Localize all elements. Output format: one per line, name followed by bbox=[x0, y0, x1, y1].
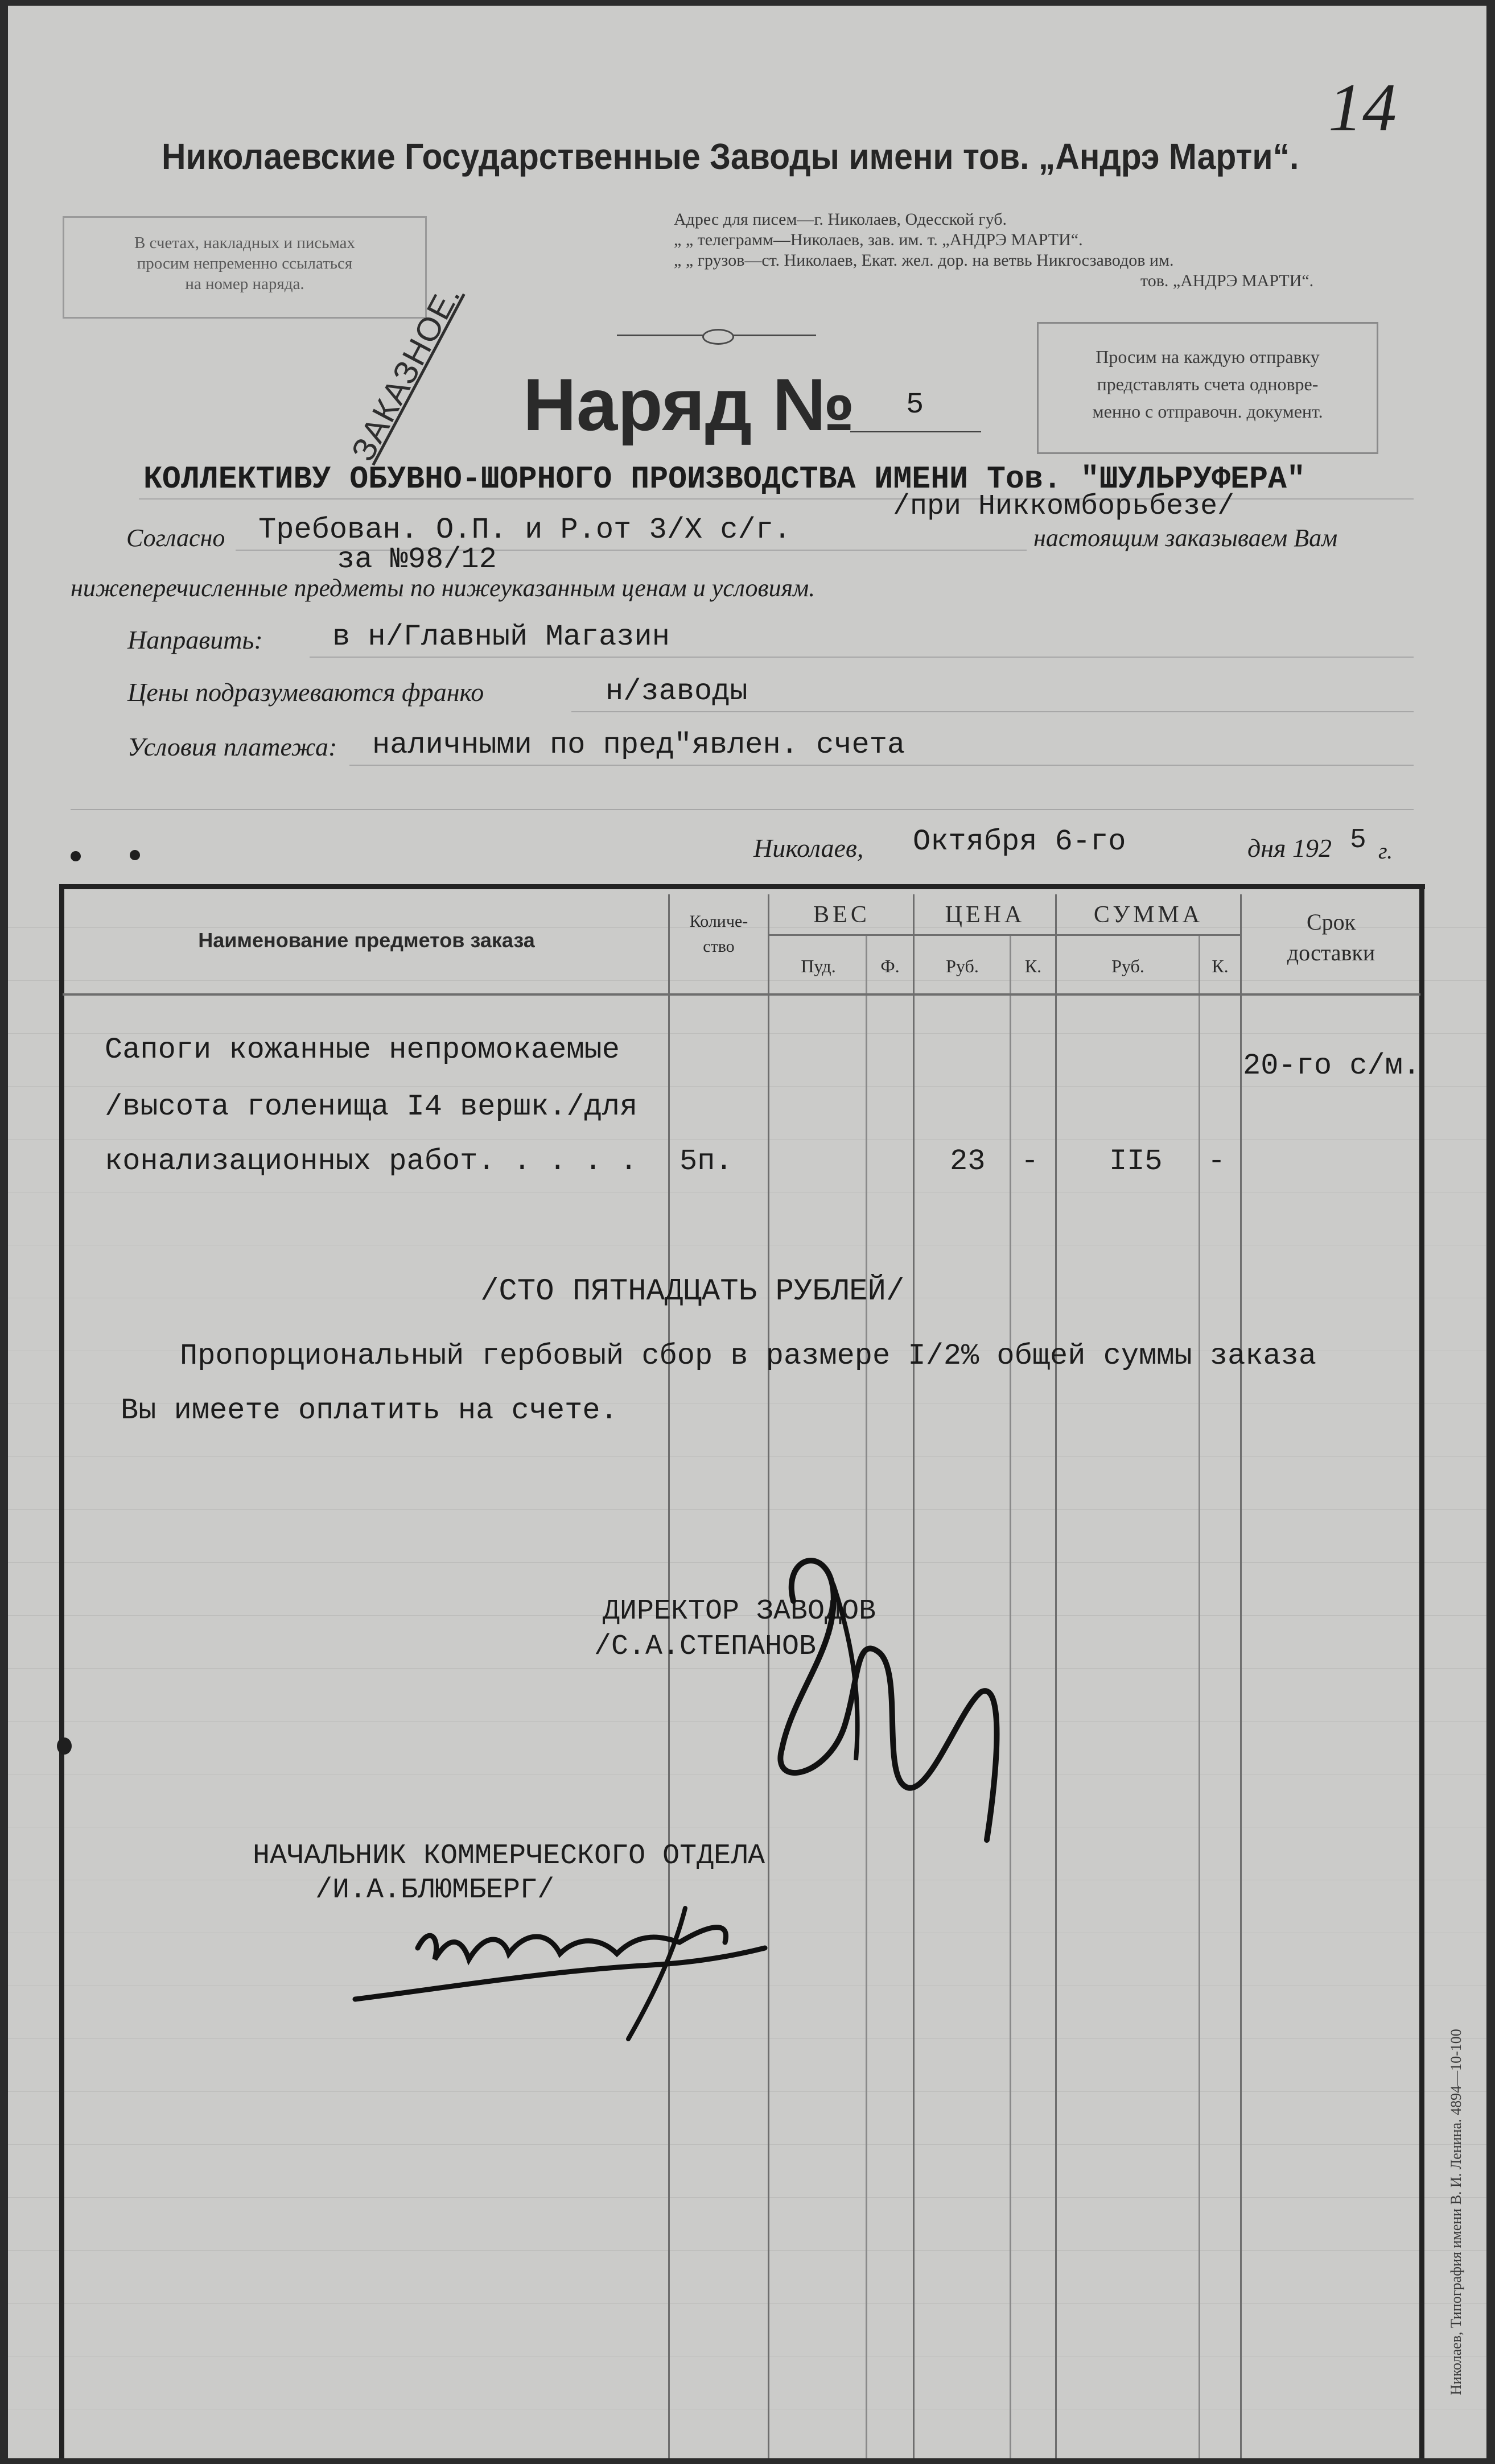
header-delivery bbox=[1243, 907, 1419, 968]
header-weight: ВЕС bbox=[813, 902, 870, 928]
col-sep bbox=[1240, 894, 1242, 2458]
director-name: /С.А.СТЕПАНОВ/ bbox=[594, 1631, 834, 1663]
napravit-value: в н/Главный Магазин bbox=[332, 620, 670, 654]
header-weight-pud: Пуд. bbox=[801, 956, 836, 976]
printer-note: Николаев, Типография имени В. И. Ленина. 4894—10-100 bbox=[1448, 2029, 1464, 2395]
payment-note: Вы имеете оплатить на счете. bbox=[121, 1394, 618, 1427]
address-block bbox=[674, 209, 1313, 291]
soglasno-value-2: за №98/12 bbox=[337, 543, 497, 576]
recipient-line: КОЛЛЕКТИВУ ОБУВНО-ШОРНОГО ПРОИЗВОДСТВА ИМЕНИ Тов. "ШУЛЬРУФЕРА" bbox=[143, 461, 1305, 497]
usloviya-label: Условия платежа: bbox=[127, 732, 337, 761]
item-delivery: 20-го с/м. bbox=[1243, 1049, 1421, 1083]
address-cargo-cont: тов. „АНДРЭ МАРТИ“. bbox=[1140, 271, 1314, 290]
sum-in-words: /СТО ПЯТНАДЦАТЬ РУБЛЕЙ/ bbox=[480, 1274, 905, 1309]
table-left-border bbox=[59, 884, 64, 2458]
header-delivery-line: доставки bbox=[1287, 940, 1375, 965]
director-signature bbox=[714, 1521, 1032, 1863]
soglasno-value: Требован. О.П. и Р.от 3/Х с/г. bbox=[258, 513, 792, 547]
note-line: просим непременно ссылаться bbox=[137, 254, 353, 273]
punch-hole bbox=[130, 850, 140, 860]
usloviya-rule bbox=[349, 765, 1414, 766]
punch-hole bbox=[71, 851, 81, 861]
col-sep bbox=[668, 894, 670, 2458]
ceny-label: Цены подразумеваются франко bbox=[127, 678, 484, 707]
header-price: ЦЕНА bbox=[945, 902, 1026, 928]
ceny-rule bbox=[571, 711, 1414, 712]
item-price-k: - bbox=[1021, 1145, 1039, 1178]
col-sep bbox=[1055, 894, 1057, 2458]
date-month: Октября 6-го bbox=[913, 825, 1126, 859]
item-sum-rub: II5 bbox=[1109, 1145, 1163, 1178]
order-text-2: нижеперечисленные предметы по нижеуказанным ценам и условиям. bbox=[71, 574, 816, 602]
item-line-3: конализационных работ. . . . . bbox=[105, 1145, 638, 1178]
request-line: Просим на каждую отправку bbox=[1095, 346, 1320, 367]
item-line-1: Сапоги кожанные непромокаемые bbox=[105, 1033, 620, 1067]
date-year-digit: 5 bbox=[1350, 825, 1366, 856]
order-number-underline bbox=[850, 431, 981, 432]
header-qty-line: Количе- bbox=[689, 912, 748, 931]
header-sum-rub: Руб. bbox=[1111, 956, 1144, 976]
request-line: менно с отправочн. документ. bbox=[1092, 401, 1323, 422]
header-weight-f: Ф. bbox=[880, 956, 900, 976]
recipient-line-2: /при Никкомборьбезе/ bbox=[893, 490, 1235, 523]
header-name: Наименование предметов заказа bbox=[198, 928, 535, 952]
header-qty-line: ство bbox=[703, 937, 735, 956]
address-letters: Адрес для писем—г. Николаев, Одесской губ. bbox=[674, 210, 1007, 229]
reference-note-box bbox=[63, 216, 427, 319]
header-sum-k: К. bbox=[1212, 956, 1229, 976]
order-text: настоящим заказываем Вам bbox=[1033, 524, 1338, 552]
ornament-divider bbox=[617, 328, 816, 345]
item-price-rub: 23 bbox=[950, 1145, 986, 1178]
header-price-rub: Руб. bbox=[946, 956, 979, 976]
usloviya-value: наличными по пред"явлен. счета bbox=[372, 728, 905, 762]
request-box bbox=[1037, 322, 1378, 454]
order-table bbox=[59, 884, 1425, 2458]
address-cargo: „ „ грузов—ст. Николаев, Екат. жел. дор. на ветвь Никгосзаводов им. bbox=[674, 251, 1174, 270]
date-day-word: дня 192 bbox=[1247, 833, 1332, 862]
item-sum-k: - bbox=[1208, 1145, 1226, 1178]
address-telegrams: „ „ телеграмм—Николаев, зав. им. т. „АНДРЭ МАРТИ“. bbox=[674, 230, 1083, 249]
header-qty bbox=[670, 909, 767, 959]
request-line: представлять счета одновре- bbox=[1097, 374, 1319, 394]
document-sheet bbox=[8, 6, 1486, 2458]
stamp-duty-note: Пропорциональный гербовый сбор в размере I/2% общей суммы заказа bbox=[180, 1339, 1317, 1373]
table-top-border bbox=[59, 884, 1425, 889]
header-sum: СУММА bbox=[1093, 902, 1204, 928]
commercial-name: /И.А.БЛЮМБЕРГ/ bbox=[315, 1874, 555, 1906]
director-title: ДИРЕКТОР ЗАВОДОВ bbox=[603, 1595, 876, 1628]
napravit-label: Направить: bbox=[127, 625, 263, 654]
item-qty: 5п. bbox=[679, 1145, 733, 1178]
order-title: Наряд № bbox=[523, 363, 855, 446]
date-city: Николаев, bbox=[753, 833, 864, 862]
header-subrule bbox=[768, 934, 1240, 936]
note-line: на номер наряда. bbox=[185, 275, 304, 293]
order-number: 5 bbox=[906, 388, 924, 422]
header-bottom-rule bbox=[63, 993, 1420, 996]
commercial-title: НАЧАЛЬНИК КОММЕРЧЕСКОГО ОТДЕЛА bbox=[253, 1840, 765, 1872]
org-header: Николаевские Государственные Заводы имени тов. „Андрэ Марти“. bbox=[162, 136, 1299, 177]
header-price-k: К. bbox=[1024, 956, 1042, 976]
item-line-2: /высота голенища I4 вершк./для bbox=[105, 1090, 638, 1124]
col-sep bbox=[1199, 935, 1200, 2458]
napravit-rule bbox=[310, 657, 1414, 658]
note-line: В счетах, накладных и письмах bbox=[134, 234, 355, 252]
punch-hole bbox=[57, 1737, 72, 1755]
date-suffix: г. bbox=[1378, 838, 1393, 864]
commercial-signature bbox=[332, 1874, 799, 2045]
ceny-value: н/заводы bbox=[606, 675, 748, 708]
header-delivery-line: Срок bbox=[1306, 909, 1356, 935]
registered-stamp: ЗАКАЗНОЕ. bbox=[344, 278, 468, 467]
page-number: 14 bbox=[1328, 69, 1397, 145]
table-right-border bbox=[1419, 884, 1424, 2458]
blank-rule bbox=[71, 809, 1414, 810]
soglasno-label: Согласно bbox=[126, 524, 225, 552]
